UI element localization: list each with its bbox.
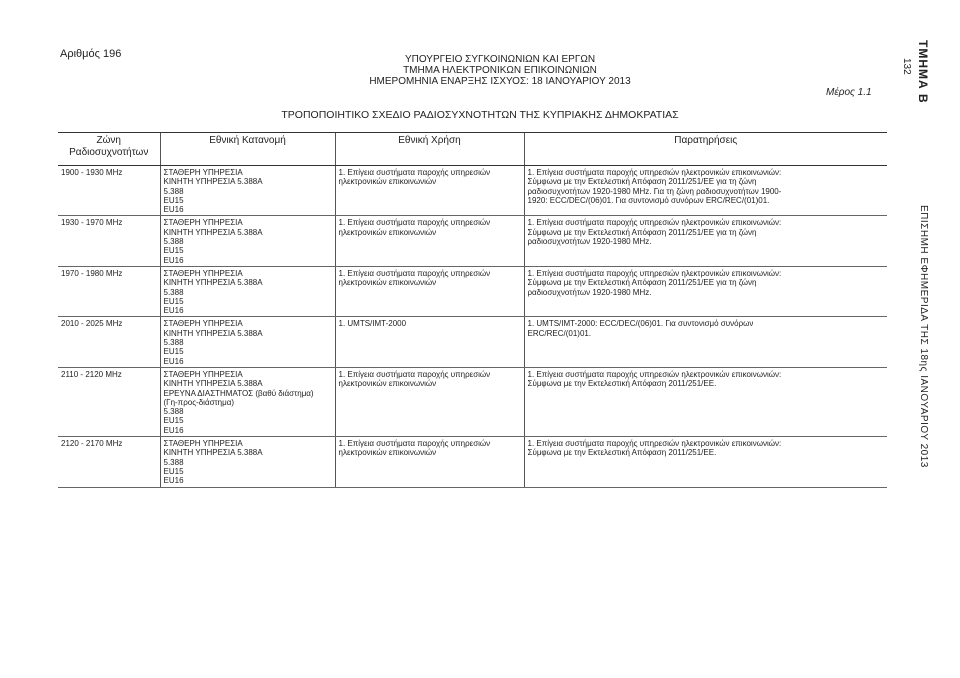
notes-cell	[524, 367, 887, 436]
band-cell: 1970 - 1980 MHz	[58, 266, 160, 316]
allocation-line: EU16	[163, 205, 184, 215]
notes-line: ERC/REC/(01)01.	[527, 328, 592, 338]
issue-number: Αριθμός 196	[60, 48, 122, 60]
allocation-line: EU16	[163, 306, 184, 316]
allocation-line: EU15	[163, 347, 184, 357]
header-band: Ζώνη Ραδιοσυχνοτήτων	[58, 133, 160, 166]
band-cell: 1930 - 1970 MHz	[58, 216, 160, 266]
notes-cell	[524, 437, 887, 487]
notes-line: Σύμφωνα με την Εκτελεστική Απόφαση 2011/251/ΕΕ για τη ζώνη	[527, 227, 757, 237]
allocation-line: 5.388	[163, 287, 184, 297]
allocation-line: EU15	[163, 466, 184, 476]
use-cell	[335, 437, 524, 487]
use-cell	[335, 367, 524, 436]
table-row	[58, 266, 887, 316]
notes-line: Σύμφωνα με την Εκτελεστική Απόφαση 2011/251/ΕΕ.	[527, 448, 717, 458]
use-line: ηλεκτρονικών επικοινωνιών	[338, 448, 437, 458]
allocation-line: 5.388	[163, 457, 184, 467]
allocation-line: ΚΙΝΗΤΗ ΥΠΗΡΕΣΙΑ 5.388A	[163, 328, 263, 338]
notes-line: 1. Επίγεια συστήματα παροχής υπηρεσιών ηλεκτρονικών επικοινωνιών:	[527, 268, 782, 278]
notes-line: Σύμφωνα με την Εκτελεστική Απόφαση 2011/251/ΕΕ για τη ζώνη	[527, 177, 757, 187]
table-row	[58, 216, 887, 266]
band-cell: 2110 - 2120 MHz	[58, 367, 160, 436]
table-row	[58, 367, 887, 436]
plan-title: ΤΡΟΠΟΠΟΙΗΤΙΚΟ ΣΧΕΔΙΟ ΡΑΔΙΟΣΥΧΝΟΤΗΤΩΝ ΤΗΣ ΚΥΠΡΙΑΚΗΣ ΔΗΜΟΚΡΑΤΙΑΣ	[281, 109, 679, 121]
allocation-line: EU15	[163, 195, 184, 205]
allocation-cell	[160, 216, 335, 266]
notes-cell	[524, 266, 887, 316]
use-line: ηλεκτρονικών επικοινωνιών	[338, 177, 437, 187]
allocation-line: 5.388	[163, 338, 184, 348]
allocation-line: (Γη-προς-διάστημα)	[163, 397, 235, 407]
use-line: 1. Επίγεια συστήματα παροχής υπηρεσιών	[338, 369, 491, 379]
allocation-line: ΚΙΝΗΤΗ ΥΠΗΡΕΣΙΑ 5.388A	[163, 379, 263, 389]
allocation-line: EU15	[163, 246, 184, 256]
notes-line: 1. UMTS/IMT-2000: ECC/DEC/(06)01. Για συντονισμό συνόρων	[527, 319, 754, 329]
allocation-cell	[160, 367, 335, 436]
allocation-line: ΣΤΑΘΕΡΗ ΥΠΗΡΕΣΙΑ	[163, 268, 243, 278]
allocation-cell	[160, 437, 335, 487]
notes-line: ραδιοσυχνοτήτων 1920-1980 MHz.	[527, 237, 652, 247]
gazette-running-title: ΕΠΙΣΗΜΗ ΕΦΗΜΕΡΙΔΑ ΤΗΣ 18ης ΙΑΝΟΥΑΡΙΟΥ 2013	[918, 205, 929, 468]
allocation-line: ΚΙΝΗΤΗ ΥΠΗΡΕΣΙΑ 5.388A	[163, 227, 263, 237]
allocation-line: EU15	[163, 296, 184, 306]
allocation-line: EU16	[163, 356, 184, 366]
allocation-line: EU16	[163, 476, 184, 486]
notes-cell	[524, 317, 887, 367]
table-row	[58, 166, 887, 216]
allocation-line: ΚΙΝΗΤΗ ΥΠΗΡΕΣΙΑ 5.388A	[163, 448, 263, 458]
header-national-allocation: Εθνική Κατανομή	[160, 133, 335, 166]
band-cell: 1900 - 1930 MHz	[58, 166, 160, 216]
use-line: 1. UMTS/IMT-2000	[338, 319, 407, 329]
allocation-line: ΕΡΕΥΝΑ ΔΙΑΣΤΗΜΑΤΟΣ (βαθύ διάστημα)	[163, 388, 314, 398]
band-cell: 2120 - 2170 MHz	[58, 437, 160, 487]
effective-date: ΗΜΕΡΟΜΗΝΙΑ ΕΝΑΡΞΗΣ ΙΣΧΥΟΣ: 18 ΙΑΝΟΥΑΡΙΟΥ 2013	[369, 76, 631, 87]
notes-line: ραδιοσυχνοτήτων 1920-1980 MHz. Για τη ζώνη ραδιοσυχνοτήτων 1900-	[527, 186, 782, 196]
notes-line: 1. Επίγεια συστήματα παροχής υπηρεσιών ηλεκτρονικών επικοινωνιών:	[527, 218, 782, 228]
use-line: ηλεκτρονικών επικοινωνιών	[338, 278, 437, 288]
use-cell	[335, 166, 524, 216]
band-cell: 2010 - 2025 MHz	[58, 317, 160, 367]
notes-line: 1920: ECC/DEC/(06)01. Για συντονισμό συνόρων ERC/REC/(01)01.	[527, 195, 770, 205]
allocation-line: ΣΤΑΘΕΡΗ ΥΠΗΡΕΣΙΑ	[163, 319, 243, 329]
table-body	[58, 166, 887, 488]
section-label: ΤΜΗΜΑ Β	[916, 40, 930, 104]
notes-line: ραδιοσυχνοτήτων 1920-1980 MHz.	[527, 287, 652, 297]
use-cell	[335, 216, 524, 266]
use-line: 1. Επίγεια συστήματα παροχής υπηρεσιών	[338, 268, 491, 278]
allocation-line: ΣΤΑΘΕΡΗ ΥΠΗΡΕΣΙΑ	[163, 218, 243, 228]
notes-line: 1. Επίγεια συστήματα παροχής υπηρεσιών ηλεκτρονικών επικοινωνιών:	[527, 369, 782, 379]
ministry-heading: ΥΠΟΥΡΓΕΙΟ ΣΥΓΚΟΙΝΩΝΙΩΝ ΚΑΙ ΕΡΓΩΝ	[404, 54, 596, 65]
allocation-line: 5.388	[163, 407, 184, 417]
department-heading: ΤΜΗΜΑ ΗΛΕΚΤΡΟΝΙΚΩΝ ΕΠΙΚΟΙΝΩΝΙΩΝ	[403, 65, 597, 76]
notes-cell	[524, 166, 887, 216]
table-header-row	[58, 133, 887, 166]
allocation-line: EU15	[163, 416, 184, 426]
use-line: ηλεκτρονικών επικοινωνιών	[338, 227, 437, 237]
allocation-line: EU16	[163, 425, 184, 435]
table-row	[58, 317, 887, 367]
notes-line: 1. Επίγεια συστήματα παροχής υπηρεσιών ηλεκτρονικών επικοινωνιών:	[527, 168, 782, 177]
allocation-line: ΣΤΑΘΕΡΗ ΥΠΗΡΕΣΙΑ	[163, 439, 243, 449]
use-line: 1. Επίγεια συστήματα παροχής υπηρεσιών	[338, 218, 491, 228]
allocation-line: ΣΤΑΘΕΡΗ ΥΠΗΡΕΣΙΑ	[163, 168, 243, 177]
notes-line: 1. Επίγεια συστήματα παροχής υπηρεσιών ηλεκτρονικών επικοινωνιών:	[527, 439, 782, 449]
table-row	[58, 437, 887, 487]
allocation-cell	[160, 166, 335, 216]
use-line: 1. Επίγεια συστήματα παροχής υπηρεσιών	[338, 439, 491, 449]
allocation-line: EU16	[163, 255, 184, 265]
part-label: Μέρος 1.1	[826, 87, 872, 98]
notes-cell	[524, 216, 887, 266]
use-line: ηλεκτρονικών επικοινωνιών	[338, 379, 437, 389]
allocation-cell	[160, 317, 335, 367]
allocation-cell	[160, 266, 335, 316]
allocation-line: 5.388	[163, 237, 184, 247]
allocation-line: ΚΙΝΗΤΗ ΥΠΗΡΕΣΙΑ 5.388A	[163, 177, 263, 187]
allocation-line: ΣΤΑΘΕΡΗ ΥΠΗΡΕΣΙΑ	[163, 369, 243, 379]
header-notes: Παρατηρήσεις	[524, 133, 887, 166]
allocation-line: 5.388	[163, 186, 184, 196]
page-number: 132	[901, 58, 912, 75]
notes-line: Σύμφωνα με την Εκτελεστική Απόφαση 2011/251/ΕΕ.	[527, 379, 717, 389]
frequency-allocation-table	[58, 132, 887, 488]
use-line: 1. Επίγεια συστήματα παροχής υπηρεσιών	[338, 168, 491, 177]
use-cell	[335, 266, 524, 316]
header-national-use: Εθνική Χρήση	[335, 133, 524, 166]
use-cell	[335, 317, 524, 367]
notes-line: Σύμφωνα με την Εκτελεστική Απόφαση 2011/251/ΕΕ για τη ζώνη	[527, 278, 757, 288]
allocation-line: ΚΙΝΗΤΗ ΥΠΗΡΕΣΙΑ 5.388A	[163, 278, 263, 288]
